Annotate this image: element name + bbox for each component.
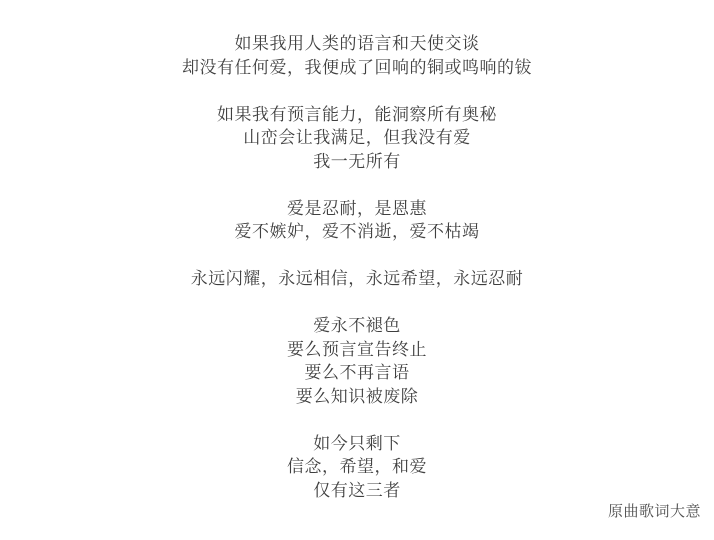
- poem-line: 永远闪耀，永远相信，永远希望，永远忍耐: [190, 269, 524, 288]
- poem-line: 爱是忍耐，是恩惠: [287, 198, 427, 218]
- poem-line: 要么预言宣告终止: [287, 339, 427, 359]
- poem-line: 山峦会让我满足，但我没有爱: [243, 128, 471, 147]
- stanza: [0, 197, 714, 244]
- poem-line: 要么不再言语: [304, 363, 410, 382]
- stanza: [0, 32, 714, 79]
- poem-line: 要么知识被废除: [295, 386, 419, 406]
- stanza: [0, 267, 714, 291]
- poem-line: 爱永不褪色: [313, 316, 401, 335]
- poem-line: 却没有任何爱，我便成了回响的铜或鸣响的钹: [182, 57, 532, 77]
- stanza: [0, 314, 714, 408]
- poem-line: 爱不嫉妒，爱不消逝，爱不枯竭: [234, 222, 480, 241]
- stanza: [0, 432, 714, 503]
- poem-line: 如今只剩下: [313, 433, 401, 453]
- poem-line: 我一无所有: [313, 151, 401, 171]
- poem-line: 信念，希望，和爱: [287, 457, 427, 476]
- stanza: [0, 103, 714, 174]
- footer-note: 原曲歌词大意: [607, 503, 701, 520]
- poem-line: 如果我有预言能力，能洞察所有奥秘: [217, 104, 497, 124]
- poem-line: 如果我用人类的语言和天使交谈: [234, 34, 480, 53]
- poem-line: 仅有这三者: [313, 480, 401, 500]
